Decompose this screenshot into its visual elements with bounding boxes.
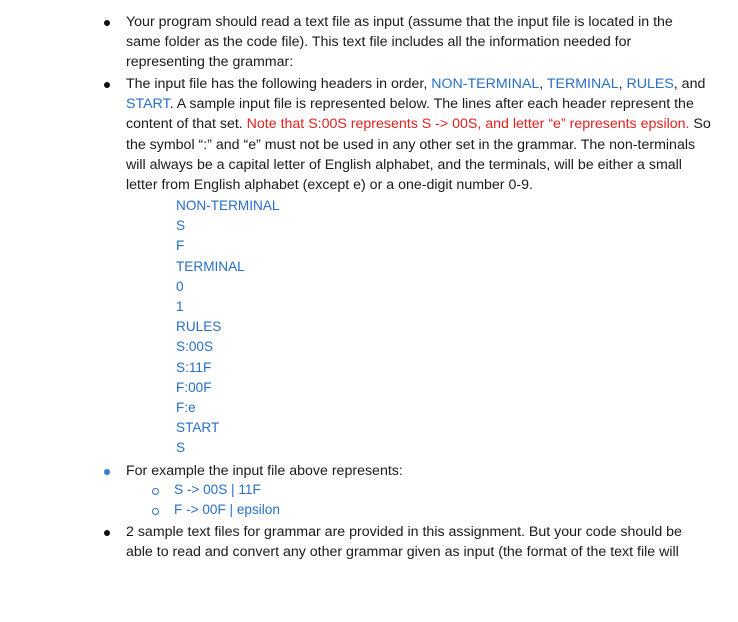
sub-bullet-marker	[152, 488, 159, 495]
header-start: START	[126, 96, 170, 113]
text-line: 2 sample text files for grammar are provided in this assignment. But your code should be	[126, 524, 682, 540]
sample-line: TERMINAL	[176, 258, 245, 274]
bullet-marker	[104, 20, 110, 26]
text-line: content of that set. Note that S:00S represents S -> 00S, and letter “e” represents epsilon. So	[126, 116, 711, 133]
bullet-marker	[104, 469, 110, 475]
text-line: the symbol “:” and “e” must not be used in any other set in the grammar. The non-terminals	[126, 136, 696, 153]
header-rules: RULES	[626, 76, 674, 92]
text-line: Your program should read a text file as input (assume that the input file is located in the	[126, 14, 673, 30]
note-text: Note that S:00S represents S -> 00S, and letter “e” represents epsilon.	[246, 116, 690, 133]
sample-line: 1	[176, 299, 184, 315]
sample-line: F	[176, 238, 185, 254]
text-line: letter from English alphabet (except e) or a one-digit number 0-9.	[126, 177, 533, 194]
sample-line: NON-TERMINAL	[176, 198, 280, 213]
text-line: able to read and convert any other grammar given as input (the format of the text file will	[126, 544, 679, 561]
grammar-rule-f: F -> 00F | epsilon	[174, 502, 280, 517]
header-terminal: TERMINAL	[546, 76, 619, 92]
text-line: For example the input file above represents:	[126, 463, 403, 479]
sample-line: START	[176, 420, 220, 436]
sample-line: 0	[176, 278, 184, 294]
sample-input-file	[176, 196, 279, 459]
text-line: The input file has the following headers in order, NON-TERMINAL, TERMINAL, RULES, and	[126, 76, 706, 92]
sample-line: S	[176, 218, 186, 234]
paragraph-example	[126, 461, 716, 481]
sample-line: F:e	[176, 400, 196, 416]
sample-line: F:00F	[176, 379, 212, 395]
grammar-rule-s: S -> 00S | 11F	[174, 482, 261, 497]
text-line: will always be a capital letter of English alphabet, and the terminals, will be either a small	[126, 156, 682, 173]
text-line: same folder as the code file). This text file includes all the information needed for	[126, 34, 632, 51]
text-line: START. A sample input file is represented below. The lines after each header represent the	[126, 96, 694, 113]
sub-bullet-marker	[152, 508, 159, 515]
text-line: representing the grammar:	[126, 54, 294, 71]
sample-line: S	[176, 440, 186, 456]
bullet-marker	[104, 82, 110, 88]
paragraph-headers	[126, 74, 716, 195]
paragraph-sample-files	[126, 522, 716, 562]
sample-line: S:11F	[176, 359, 212, 375]
bullet-marker	[104, 530, 110, 536]
header-nonterminal: NON-TERMINAL	[431, 76, 540, 92]
sample-line: S:00S	[176, 339, 214, 355]
sample-line: RULES	[176, 319, 222, 335]
paragraph-input-file	[126, 12, 716, 73]
